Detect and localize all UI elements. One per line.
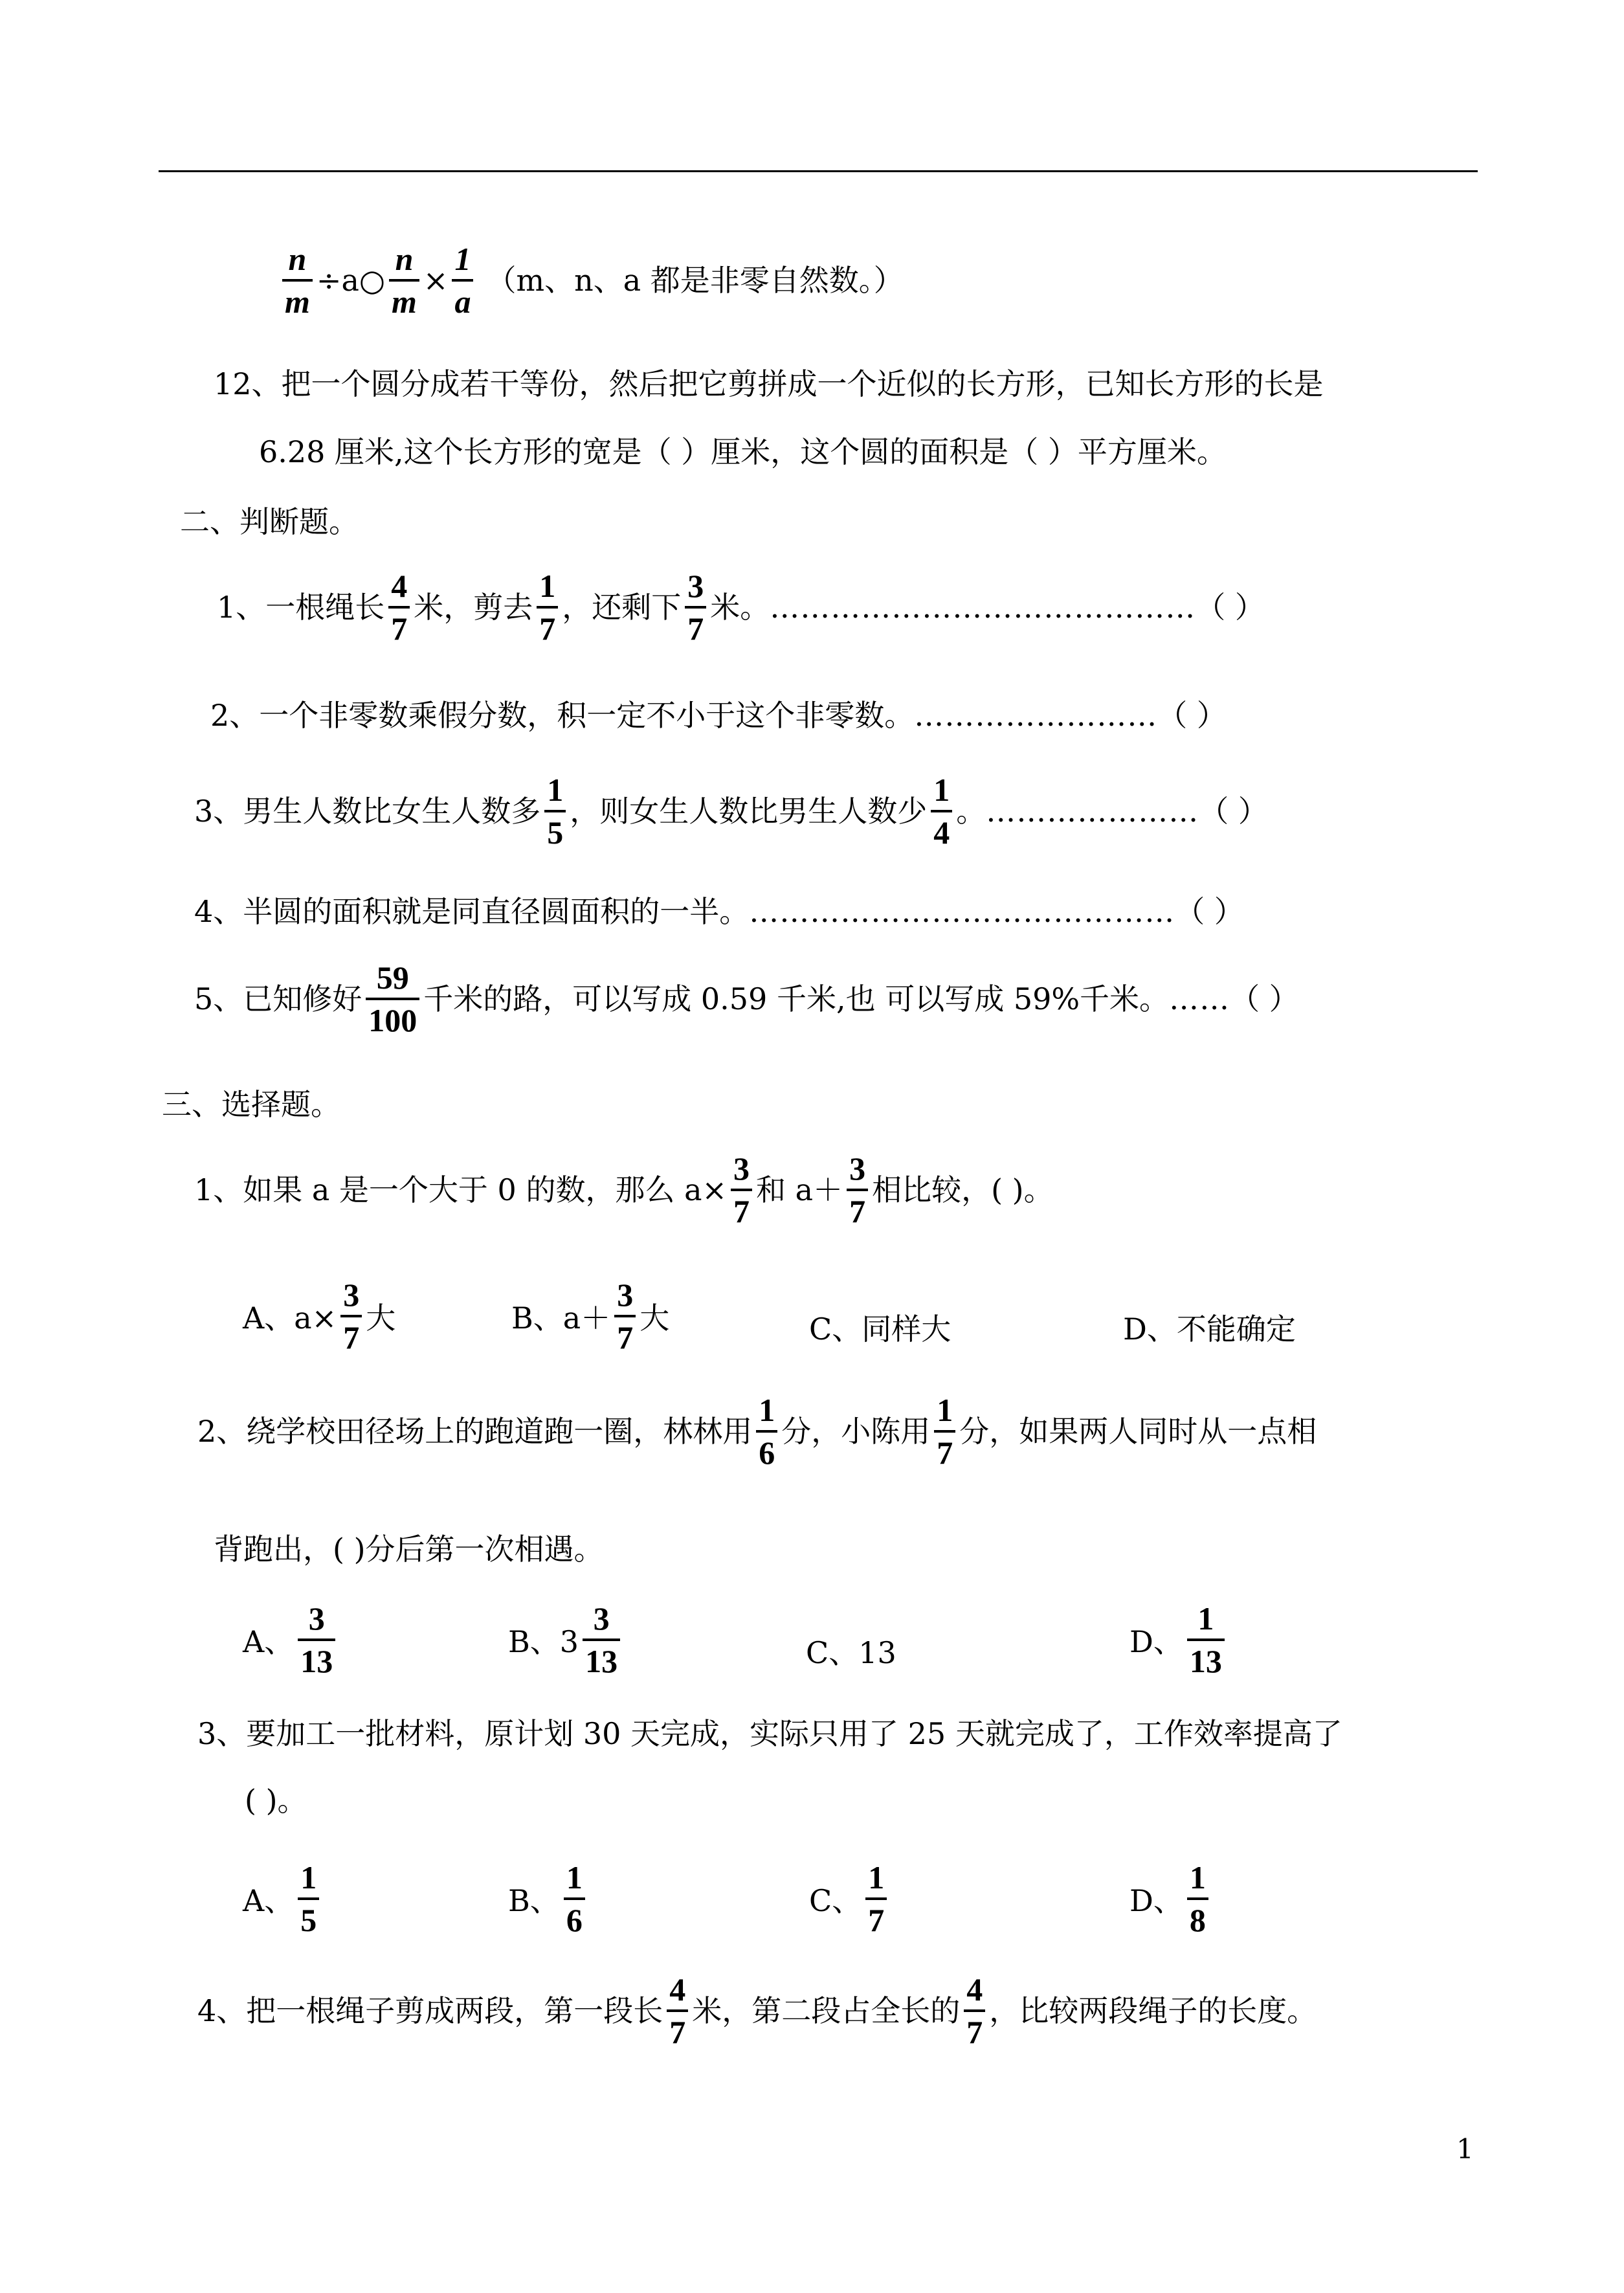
- judge-item-2: 2、一个非零数乘假分数，积一定不小于这个非零数。 …………………… （ ）: [210, 698, 1227, 733]
- choice3-option-c[interactable]: C、 $\frac{1}{7}$: [809, 1861, 891, 1936]
- choice2-option-c[interactable]: C、13: [806, 1635, 896, 1670]
- fraction: $\frac{1}{a}$: [452, 243, 473, 318]
- fraction: $\frac{3}{7}$: [731, 1152, 752, 1227]
- fraction: $\frac{4}{7}$: [388, 570, 410, 645]
- leader-dots: ……………………………………: [749, 894, 1175, 929]
- choice1-option-d[interactable]: D、不能确定: [1123, 1312, 1296, 1347]
- choice2-option-b[interactable]: B、3 $\frac{3}{13}$: [508, 1602, 624, 1677]
- answer-blank[interactable]: （ ）: [1157, 698, 1227, 733]
- choice-question-3: 3、要加工一批材料，原计划 30 天完成，实际只用了 25 天就完成了，工作效率提高了: [197, 1716, 1342, 1751]
- answer-blank[interactable]: （ ）: [1196, 590, 1265, 625]
- operator-text: ÷a○: [316, 263, 386, 298]
- answer-blank[interactable]: （ ）: [1199, 794, 1268, 829]
- q12-line2: 6.28 厘米,这个长方形的宽是（ ）厘米，这个圆的面积是（ ）平方厘米。: [259, 434, 1227, 469]
- choice2-line2: 背跑出，( )分后第一次相遇。: [214, 1532, 604, 1567]
- fraction: $\frac{3}{7}$: [614, 1279, 636, 1354]
- fraction: $\frac{1}{6}$: [756, 1394, 777, 1469]
- answer-blank[interactable]: （ ）: [1175, 894, 1244, 929]
- fraction: $\frac{3}{7}$: [847, 1152, 868, 1227]
- leader-dots: ……………………: [914, 698, 1158, 733]
- fraction: $\frac{n}{m}$: [389, 243, 419, 318]
- choice-question-4: 4、把一根绳子剪成两段，第一段长 $\frac{4}{7}$ 米，第二段占全长的 $\frac{4}{7}$ ，比较两段绳子的长度。: [197, 1971, 1317, 2050]
- fraction: $\frac{1}{5}$: [544, 774, 566, 849]
- section-title-choice: 三、选择题。: [162, 1087, 340, 1122]
- q11-formula: [278, 243, 904, 318]
- choice-question-1: 1、如果 a 是一个大于 0 的数，那么 a× $\frac{3}{7}$ 和 a＋ $\frac{3}{7}$ 相比较，( )。: [194, 1150, 1054, 1229]
- fraction: $\frac{1}{4}$: [931, 774, 952, 849]
- q12-line1: 12、把一个圆分成若干等份，然后把它剪拼成一个近似的长方形，已知长方形的长是: [214, 366, 1324, 401]
- choice3-option-a[interactable]: A、 $\frac{1}{5}$: [243, 1861, 323, 1936]
- fraction: $\frac{1}{8}$: [1187, 1861, 1208, 1936]
- operator-text: ×: [423, 263, 449, 298]
- fraction: $\frac{4}{7}$: [667, 1973, 688, 2048]
- choice2-option-a[interactable]: A、 $\frac{3}{13}$: [243, 1602, 339, 1677]
- judge-item-1: 1、一根绳长 $\frac{4}{7}$ 米，剪去 $\frac{1}{7}$ ，还剩下 $\frac{3}{7}$ 米。 …………………………………… （ ）: [217, 568, 1265, 647]
- fraction: $\frac{59}{100}$: [366, 961, 419, 1036]
- judge-item-5: 5、已知修好 $\frac{59}{100}$ 千米的路，可以写成 0.59 千米,也 可以写成 59%千米。 …… （ ）: [194, 959, 1299, 1038]
- fraction: $\frac{4}{7}$: [964, 1973, 985, 2048]
- header-rule: [159, 170, 1478, 172]
- fraction: $\frac{n}{m}$: [282, 243, 313, 318]
- choice-question-2: 2、绕学校田径场上的跑道跑一圈，林林用 $\frac{1}{6}$ 分，小陈用 $\frac{1}{7}$ 分，如果两人同时从一点相: [197, 1392, 1317, 1471]
- judge-item-4: 4、半圆的面积就是同直径圆面积的一半。 …………………………………… （ ）: [194, 894, 1244, 929]
- leader-dots: ……: [1169, 981, 1230, 1016]
- fraction: $\frac{1}{13}$: [1187, 1602, 1225, 1677]
- choice1-option-b[interactable]: B、a＋ $\frac{3}{7}$ 大: [511, 1277, 670, 1356]
- fraction: $\frac{3}{7}$: [340, 1279, 362, 1354]
- fraction: $\frac{1}{7}$: [934, 1394, 955, 1469]
- fraction: $\frac{3}{13}$: [298, 1602, 335, 1677]
- choice2-option-d[interactable]: D、 $\frac{1}{13}$: [1129, 1602, 1229, 1677]
- fraction: $\frac{1}{7}$: [865, 1861, 887, 1936]
- section-title-judge: 二、判断题。: [180, 504, 359, 539]
- answer-blank[interactable]: （ ）: [1230, 981, 1299, 1016]
- page-number: 1: [1456, 2133, 1474, 2165]
- choice3-option-d[interactable]: D、 $\frac{1}{8}$: [1129, 1861, 1212, 1936]
- judge-item-3: 3、男生人数比女生人数多 $\frac{1}{5}$ ，则女生人数比男生人数少 $\frac{1}{4}$ 。 ………………… （ ）: [194, 772, 1268, 851]
- fraction: $\frac{1}{6}$: [564, 1861, 585, 1936]
- choice3-line2: ( )。: [245, 1783, 307, 1818]
- leader-dots: …………………: [986, 794, 1199, 829]
- choice1-option-c[interactable]: C、同样大: [809, 1312, 951, 1347]
- leader-dots: ……………………………………: [770, 590, 1196, 625]
- fraction: $\frac{1}{7}$: [537, 570, 558, 645]
- choice3-option-b[interactable]: B、 $\frac{1}{6}$: [508, 1861, 589, 1936]
- fraction: $\frac{3}{13}$: [583, 1602, 620, 1677]
- formula-note: （m、n、a 都是非零自然数。）: [486, 263, 904, 298]
- fraction: $\frac{3}{7}$: [685, 570, 706, 645]
- fraction: $\frac{1}{5}$: [298, 1861, 319, 1936]
- choice1-option-a[interactable]: A、a× $\frac{3}{7}$ 大: [243, 1277, 396, 1356]
